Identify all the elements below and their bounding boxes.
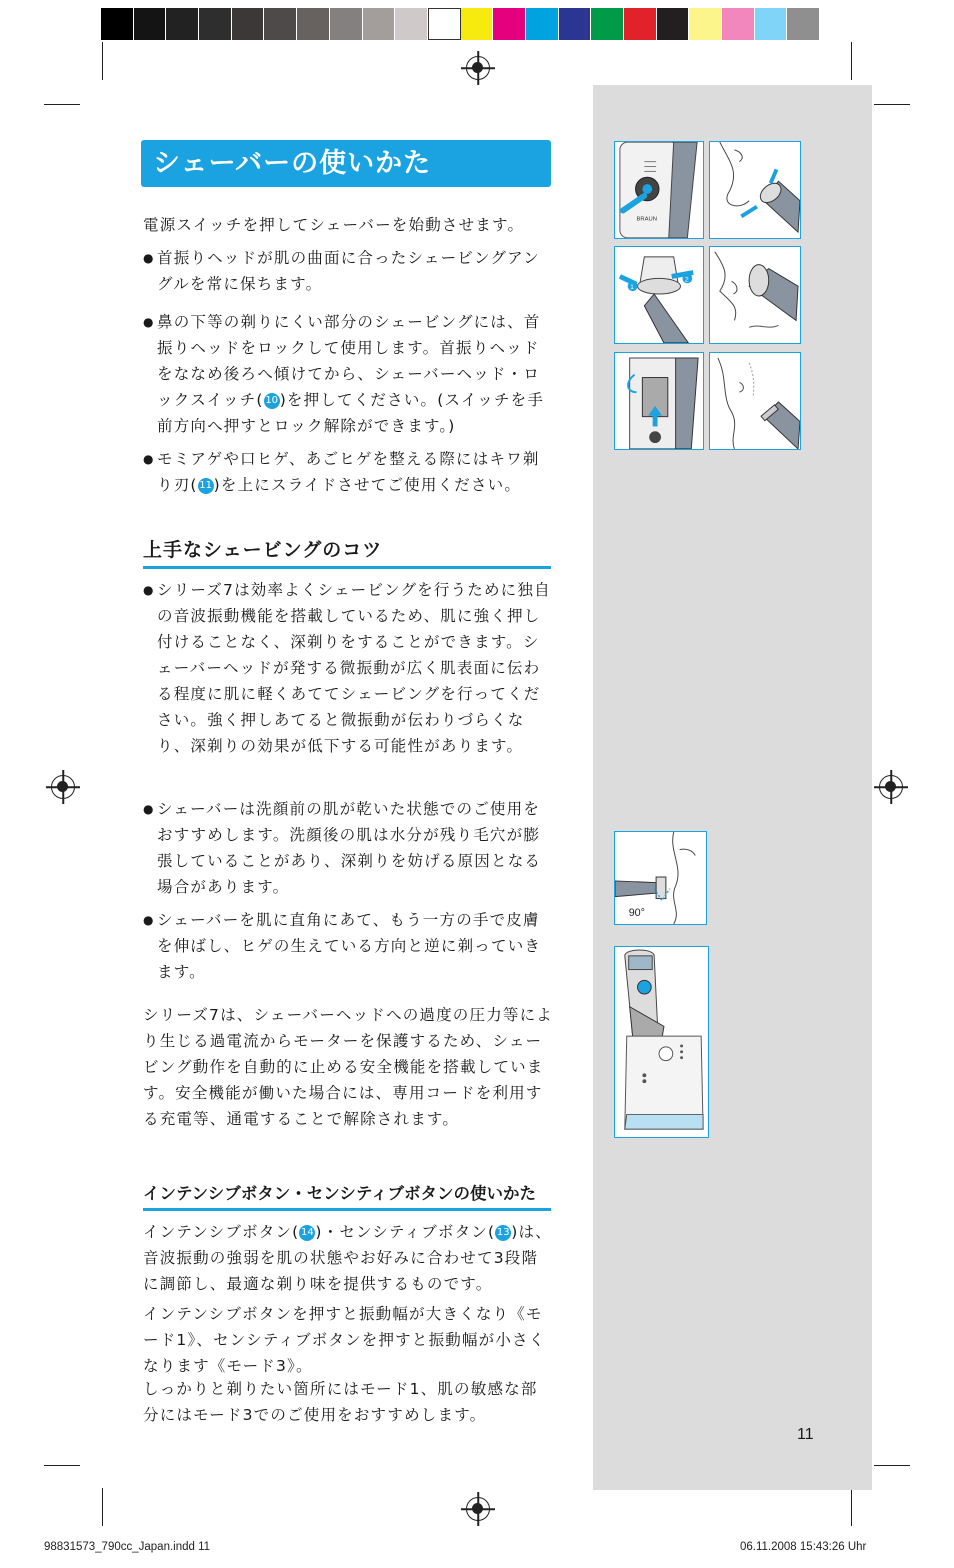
registration-mark-icon	[466, 56, 490, 80]
color-swatch	[722, 8, 755, 40]
safety-paragraph: シリーズ7は、シェーバーヘッドへの過度の圧力等により生じる過電流からモーターを保護するため、シェービング動作を自動的に止める安全機能を搭載しています。安全機能が働いた場合には、専用コードを利用する充電等、通電することで解除されます。	[143, 1006, 554, 1128]
tips-bullet: ● シリーズ7は効率よくシェービングを行うために独自の音波振動機能を搭載しているため、肌に強く押し付けることなく、深剃りをすることができます。シェーバーヘッドが発する微振動が広く肌表面に伝わる程度に肌に軽くあててシェービングを行ってください。強く押しあてると微振動が伝わりづらくなり、深剃りの効果が低下する可能性があります。	[143, 577, 553, 759]
intensive-paragraph: しっかりと剃りたい箇所にはモード1、肌の敏感な部分にはモード3でのご使用をおすすめします。	[143, 1380, 538, 1424]
intensive-paragraph: インテンシブボタンを押すと振動幅が大きくなり《モード1》、センシティブボタンを押すと振動幅が小さくなります《モード3》。	[143, 1305, 546, 1375]
color-swatch	[591, 8, 624, 40]
illustration-power-switch	[614, 141, 704, 239]
svg-text:1: 1	[630, 284, 634, 292]
color-swatch	[363, 8, 396, 40]
illustration-sideburn-trim	[709, 352, 801, 450]
illustration-shaving-lip	[709, 246, 801, 344]
crop-mark	[874, 104, 910, 105]
intensive-heading: インテンシブボタン・センシティブボタンの使いかた	[143, 1180, 551, 1211]
braun-logo: BRAUN	[636, 216, 658, 223]
color-swatch	[166, 8, 199, 40]
tips-bullet: ● シェーバーを肌に直角にあて、もう一方の手で皮膚を伸ばし、ヒゲの生えている方向と逆に剃っていきます。	[143, 907, 553, 985]
color-calibration-bar	[101, 8, 820, 40]
page-number: 11	[797, 1426, 814, 1443]
crop-mark	[874, 1465, 910, 1466]
illustration-shaving-chin	[709, 141, 801, 239]
color-swatch	[559, 8, 592, 40]
footer-timestamp: 06.11.2008 15:43:26 Uhr	[740, 1541, 867, 1553]
color-swatch	[787, 8, 820, 40]
color-swatch	[657, 8, 690, 40]
color-swatch	[330, 8, 363, 40]
illustration-90-degree	[614, 831, 707, 925]
tips-bullet: ● シェーバーは洗顔前の肌が乾いた状態でのご使用をおすすめします。洗顔後の肌は水分が残り毛穴が膨張していることがあり、深剃りを妨げる原因となる場合があります。	[143, 796, 553, 900]
usage-bullet: ● モミアゲや口ヒゲ、あごヒゲを整える際にはキワ剃り刃( 11 )を上にスライドさせてご使用ください。	[143, 446, 553, 498]
crop-mark	[102, 42, 103, 80]
page-title: シェーバーの使いかた	[141, 140, 551, 187]
color-swatch	[689, 8, 722, 40]
tips-heading: 上手なシェービングのコツ	[143, 535, 551, 569]
usage-bullet: ● 首振りヘッドが肌の曲面に合ったシェービングアングルを常に保ちます。	[143, 245, 553, 297]
illustration-charging-station	[614, 946, 709, 1138]
callout-number: 13	[495, 1225, 511, 1241]
intensive-paragraph: インテンシブボタン( 14 )・センシティブボタン( 13 )は、音波振動の強弱を肌の状態やお好みに合わせて3段階に調節し、最適な剃り味を提供するものです。	[143, 1223, 552, 1293]
registration-mark-icon	[466, 1497, 490, 1521]
color-swatch	[297, 8, 330, 40]
registration-mark-icon	[51, 775, 75, 799]
color-swatch	[755, 8, 788, 40]
crop-mark	[851, 42, 852, 80]
crop-mark	[44, 104, 80, 105]
crop-mark	[102, 1488, 103, 1526]
usage-bullet: ● 鼻の下等の剃りにくい部分のシェービングには、首振りヘッドをロックして使用します。首振りヘッドをななめ後ろへ傾けてから、シェーバーヘッド・ロックスイッチ( 10 )を押してください。(スイッチを手前方向へ押すとロック解除ができます。)	[143, 309, 553, 439]
registration-mark-icon	[879, 775, 903, 799]
color-swatch	[101, 8, 134, 40]
color-swatch	[264, 8, 297, 40]
color-swatch	[624, 8, 657, 40]
color-swatch	[428, 8, 461, 40]
color-swatch	[395, 8, 428, 40]
callout-number: 14	[299, 1225, 315, 1241]
callout-number: 10	[264, 393, 280, 409]
callout-number: 11	[198, 478, 214, 494]
intro-text: 電源スイッチを押してシェーバーを始動させます。	[143, 216, 525, 234]
color-swatch	[461, 8, 494, 40]
color-swatch	[134, 8, 167, 40]
illustration-trimmer	[614, 352, 704, 450]
color-swatch	[232, 8, 265, 40]
footer-file-info: 98831573_790cc_Japan.indd 11	[44, 1541, 211, 1553]
crop-mark	[851, 1488, 852, 1526]
color-swatch	[526, 8, 559, 40]
color-swatch	[199, 8, 232, 40]
angle-label: 90°	[628, 907, 645, 920]
crop-mark	[44, 1465, 80, 1466]
svg-text:2: 2	[684, 276, 689, 284]
color-swatch	[493, 8, 526, 40]
illustration-head-lock	[614, 246, 704, 344]
